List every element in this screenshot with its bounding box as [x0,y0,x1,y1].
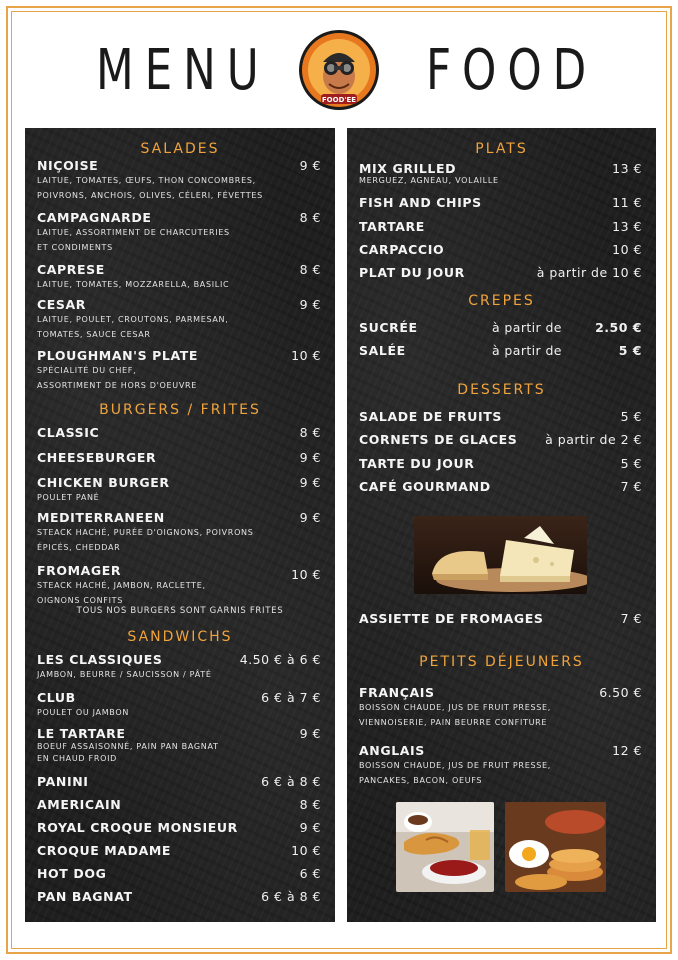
menu-item: TARTE DU JOUR 5 € [359,456,642,471]
section-title-plats: PLATS [475,141,528,157]
menu-item: SUCRÉE à partir de 2.50 € [359,320,642,335]
menu-item: ANGLAIS 12 € BOISSON CHAUDE, JUS DE FRUIT PRESSE, PANCAKES, BACON, OEUFS [359,743,642,785]
menu-item: CORNETS DE GLACES à partir de 2 € [359,432,642,447]
menu-item: LES CLASSIQUES 4.50 € à 6 € JAMBON, BEURRE / SAUCISSON / PÂTÉ [37,652,321,679]
menu-item: ASSIETTE DE FROMAGES 7 € [359,611,642,626]
header-food-word: FOOD [426,38,598,103]
menu-item: FISH AND CHIPS 11 € [359,195,642,210]
menu-item: CHICKEN BURGER 9 € POULET PANÉ [37,475,321,502]
right-menu-panel [347,128,656,922]
menu-item: SALADE DE FRUITS 5 € [359,409,642,424]
menu-item: MEDITERRANEEN 9 € STEACK HACHÉ, PURÉE D'OIGNONS, POIVRONS ÉPICÉS, CHEDDAR [37,510,321,552]
section-title-desserts: DESSERTS [457,382,546,398]
menu-item: CESAR 9 € LAITUE, POULET, CROUTONS, PARMESAN, TOMATES, SAUCE CESAR [37,297,321,339]
menu-item: AMERICAIN 8 € [37,797,321,812]
header-menu-word: MENU [96,38,270,103]
section-title-sandwichs: SANDWICHS [127,629,233,645]
menu-item: SALÉE à partir de 5 € [359,343,642,358]
section-title-salades: SALADES [140,141,220,157]
menu-item: NIÇOISE 9 € LAITUE, TOMATES, ŒUFS, THON CONCOMBRES, POIVRONS, ANCHOIS, OLIVES, CÉLERI, FÉVETTES [37,158,321,200]
menu-item: CHEESEBURGER 9 € [37,450,321,465]
menu-item: CLUB 6 € à 7 € POULET OU JAMBON [37,690,321,717]
menu-item: LE TARTARE 9 € BOEUF ASSAISONNÉ, PAIN PAN BAGNAT EN CHAUD FROID [37,726,321,763]
menu-item: CAMPAGNARDE 8 € LAITUE, ASSORTIMENT DE CHARCUTERIES ET CONDIMENTS [37,210,321,252]
menu-item: FRANÇAIS 6.50 € BOISSON CHAUDE, JUS DE FRUIT PRESSE, VIENNOISERIE, PAIN BEURRE CONFITURE [359,685,642,727]
french-breakfast-photo [396,802,494,892]
menu-item: CAPRESE 8 € LAITUE, TOMATES, MOZZARELLA, BASILIC [37,262,321,289]
burgers-note: TOUS NOS BURGERS SONT GARNIS FRITES [76,606,284,616]
menu-item: TARTARE 13 € [359,219,642,234]
menu-item: FROMAGER 10 € STEACK HACHÉ, JAMBON, RACLETTE, OIGNONS CONFITS [37,563,321,605]
menu-item: PAN BAGNAT 6 € à 8 € [37,889,321,904]
english-breakfast-photo [505,802,606,892]
menu-item: PLOUGHMAN'S PLATE 10 € SPÉCIALITÉ DU CHEF, ASSORTIMENT DE HORS D'OEUVRE [37,348,321,390]
menu-item: PLAT DU JOUR à partir de 10 € [359,265,642,280]
cheese-plate-photo [414,516,587,594]
foodee-logo [293,28,385,112]
menu-item: MIX GRILLED 13 € MERGUEZ, AGNEAU, VOLAILLE [359,161,642,185]
section-title-crepes: CREPES [468,293,535,309]
menu-item: ROYAL CROQUE MONSIEUR 9 € [37,820,321,835]
menu-item: HOT DOG 6 € [37,866,321,881]
menu-item: CLASSIC 8 € [37,425,321,440]
menu-header [0,28,678,108]
menu-item: PANINI 6 € à 8 € [37,774,321,789]
left-menu-panel [25,128,335,922]
section-title-burgers: BURGERS / FRITES [99,402,261,418]
menu-item: CAFÉ GOURMAND 7 € [359,479,642,494]
menu-item: CROQUE MADAME 10 € [37,843,321,858]
menu-item: CARPACCIO 10 € [359,242,642,257]
section-title-petits-dejeuners: PETITS DÉJEUNERS [419,654,584,670]
logo-text: FOOD'EE [321,96,357,104]
